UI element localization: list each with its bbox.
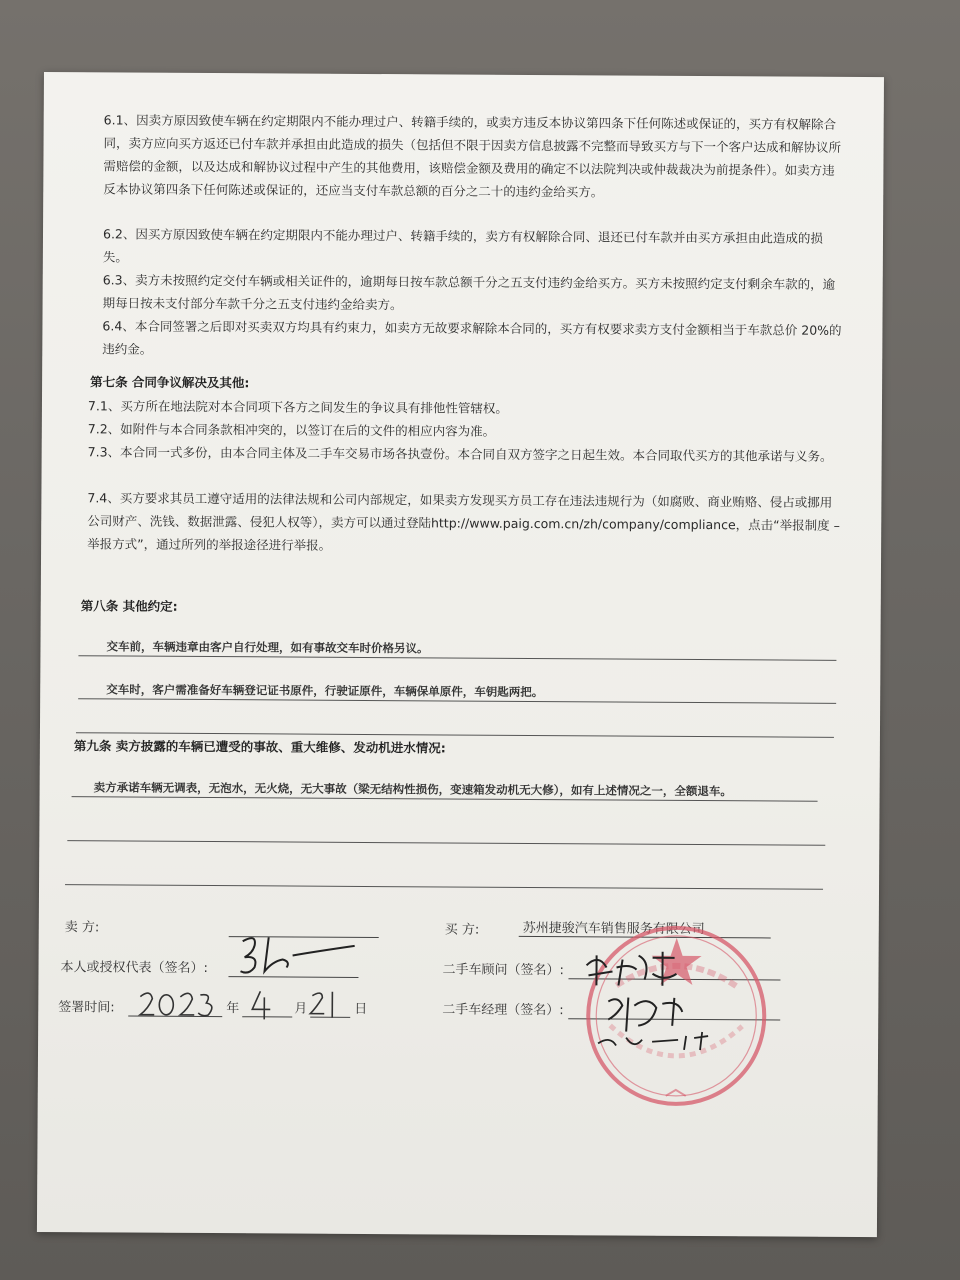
article-7-heading: 第七条 合同争议解决及其他: [90, 374, 250, 391]
clause-text: 如附件与本合同条款相冲突的，以签订在后的文件的相应内容为准。 [120, 421, 496, 439]
date-handwriting-drawing [136, 987, 376, 1022]
clause-text: 买方所在地法院对本合同项下各方之间发生的争议具有排他性管辖权。 [120, 398, 508, 416]
clause-7-3 [88, 440, 842, 468]
article-8-line-3 [76, 714, 834, 738]
day-label: 日 [354, 1001, 368, 1017]
clause-text: 因卖方原因致使车辆在约定期限内不能办理过户、转籍手续的，或卖方违反本协议第四条下任何陈述或保证的，买方有权解除合同，卖方应向买方返还已付车款并承担由此造成的损失（包括但不限于因卖方信息披露不完整而导致买方与下一个客户达成和解协议所需赔偿的金额，以及达成和解协议过程中产生的其他费用，该赔偿金额及费用的确定不以法院判决或仲裁裁决为前提条件）。如卖方违反本协议第四条下任何陈述或保证的，还应当支付车款总额的百分之二十的违约金给买方。 [103, 112, 842, 200]
clause-number: 7.4、 [87, 490, 120, 506]
article-8-heading: 第八条 其他约定: [80, 598, 178, 614]
article-9-line-2 [67, 822, 825, 846]
date-label: 签署时间: [58, 1000, 115, 1016]
clause-text: 本合同签署之后即对买卖双方均具有约束力，如卖方无故要求解除本合同的，买方有权要求卖方支付金额相当于车款总价 20%的违约金。 [102, 318, 842, 357]
clause-7-4 [87, 486, 841, 560]
clause-number: 6.3、 [102, 272, 136, 288]
clause-number: 6.2、 [102, 226, 136, 242]
year-label: 年 [226, 1001, 240, 1017]
clause-6-4 [102, 314, 842, 365]
clause-text: 卖方未按照约定交付车辆或相关证件的，逾期每日按车款总额千分之五支付违约金给买方。买方未按照约定支付剩余车款的，逾期每日按未支付部分车款千分之五支付违约金给卖方。 [102, 272, 836, 313]
contract-page [37, 72, 884, 1237]
manager-label: 二手车经理（签名）: [442, 1002, 564, 1019]
seller-signature-drawing [234, 931, 364, 982]
buyer-signatures-drawing [578, 945, 739, 1056]
article-8-line-2: 交车时，客户需准备好车辆登记证书原件，行驶证原件，车辆保单原件，车钥匙两把。 [78, 680, 836, 704]
clause-text: 买方要求其员工遵守适用的法律法规和公司内部规定，如果卖方发现买方员工存在违法违规行为（如腐败、商业贿赂、侵占或挪用公司财产、洗钱、数据泄露、侵犯人权等），卖方可以通过登陆http://www.paig.com.cn/zh/company/compliance，点击“举报制度 – 举报方式”，通过所列的举报途径进行举报。 [87, 490, 840, 553]
seller-rep-label: 本人或授权代表（签名）: [60, 960, 208, 977]
clause-6-2 [103, 222, 843, 273]
clause-number: 7.1、 [87, 398, 121, 414]
buyer-label: 买 方: [444, 922, 480, 938]
seller-label: 卖 方: [64, 920, 100, 936]
clause-number: 7.2、 [87, 421, 121, 437]
clause-text: 因买方原因致使车辆在约定期限内不能办理过户、转籍手续的，卖方有权解除合同、退还已付车款并由买方承担由此造成的损失。 [102, 226, 823, 265]
month-label: 月 [294, 1001, 308, 1017]
clause-text: 本合同一式多份，由本合同主体及二手车交易市场各执壹份。本合同自双方签字之日起生效。本合同取代买方的其他承诺与义务。 [120, 444, 833, 464]
buyer-name: 苏州捷骏汽车销售服务有限公司 [519, 917, 771, 939]
clause-number: 6.4、 [102, 318, 135, 334]
advisor-label: 二手车顾问（签名）: [442, 962, 564, 979]
article-9-heading: 第九条 卖方披露的车辆已遭受的事故、重大维修、发动机进水情况: [73, 738, 446, 756]
article-9-line-3 [65, 866, 823, 890]
clause-6-1 [103, 108, 844, 205]
clause-number: 7.3、 [87, 444, 121, 460]
article-8-line-1: 交车前，车辆违章由客户自行处理，如有事故交车时价格另议。 [78, 637, 836, 661]
article-9-line-1: 卖方承诺车辆无调表，无泡水，无火烧，无大事故（梁无结构性损伤，变速箱发动机无大修），如有上述情况之一，全额退车。 [72, 778, 818, 802]
clause-6-3 [103, 268, 843, 319]
clause-number: 6.1、 [103, 112, 137, 128]
